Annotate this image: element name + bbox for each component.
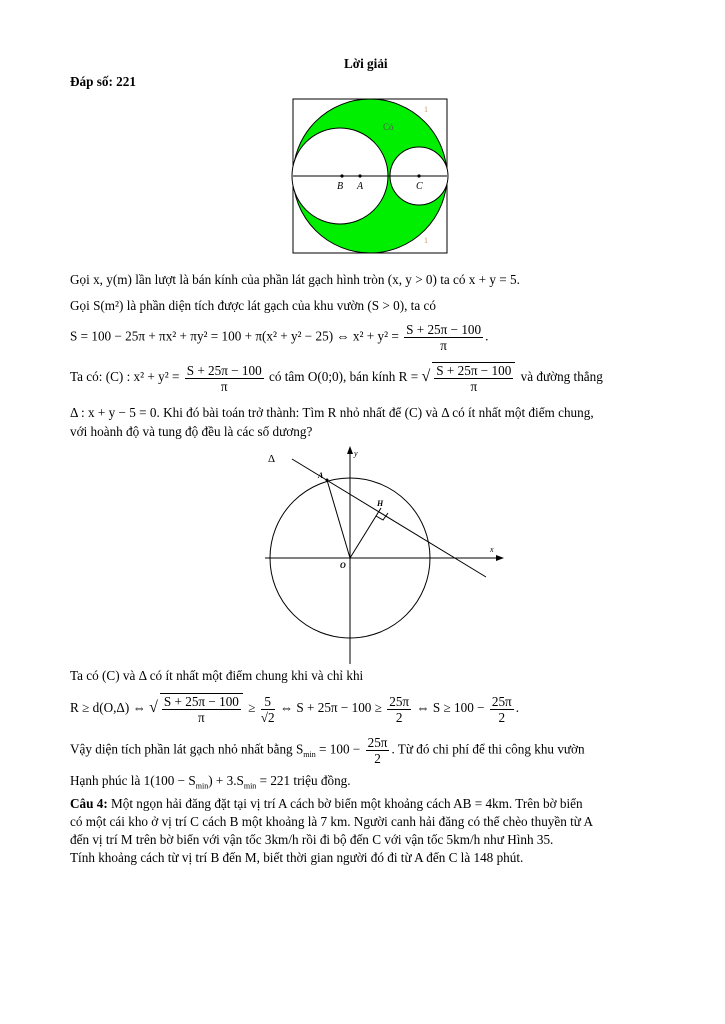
corner-label-bottom: 1 (424, 236, 428, 245)
paragraph-5: với hoành độ và tung độ đều là các số dương? (70, 424, 313, 439)
question-4-line-3: đến vị trí M trên bờ biển với vận tốc 3km/h rồi đi bộ đến C với vận tốc 5km/h như Hình 35. (70, 832, 554, 847)
label-c: C (416, 181, 423, 192)
paragraph-6: Ta có (C) và Δ có ít nhất một điểm chung khi và chỉ khi (70, 668, 364, 683)
label-y: y (354, 449, 358, 458)
point-a (358, 174, 361, 177)
equation-1: S = 100 − 25π + πx² + πy² = 100 + π(x² + y² − 25) ⇔ x² + y² = $\frac{S + 25\pi - 100}{\pi}$ . (70, 322, 489, 353)
label-o: O (340, 561, 346, 570)
point-b (340, 174, 343, 177)
paragraph-4: Δ : x + y − 5 = 0. Khi đó bài toán trở thành: Tìm R nhỏ nhất để (C) và Δ có ít nhất một điểm chung, (70, 405, 594, 420)
question-4-line-4: Tính khoảng cách từ vị trí B đến M, biết thời gian người đó đi từ A đến C là 148 phút. (70, 850, 524, 865)
point-c (417, 174, 420, 177)
paragraph-7: Vậy diện tích phần lát gạch nhỏ nhất bằng $S_{min} = 100$ − $\frac{25\pi}{2}$ . Từ đó chi phí để thi công khu vườn (70, 735, 585, 766)
corner-label-top: 1 (424, 105, 428, 114)
question-4-line-1: Câu 4: Một ngọn hải đăng đặt tại vị trí A cách bờ biển một khoảng cách AB = 4km. Trên bờ biển (70, 796, 583, 811)
equation-2: R ≥ d(O,Δ) ⇔ √ $\frac{S + 25\pi - 100}{\pi}$ ≥ $\frac{5}{√2}$ ⇔ S + 25π − 100 ≥ $\frac{25\pi}{2}$ ⇔ S ≥ 100 − $\frac{25\pi}{2}$ . (70, 693, 520, 725)
question-4-label: Câu 4: (70, 796, 108, 811)
grass-label: Cỏ (383, 122, 394, 132)
label-x: x (490, 545, 494, 554)
segment-oh (350, 508, 381, 558)
equation-1-left: S = 100 − 25π + πx² + πy² = 100 + π(x² + y² − 25) ⇔ x² + y² = (70, 328, 399, 344)
paragraph-2: Gọi S(m²) là phần diện tích được lát gạch của khu vườn (S > 0), ta có (70, 298, 436, 313)
paragraph-1: Gọi x, y(m) lần lượt là bán kính của phần lát gạch hình tròn (x, y > 0) ta có x + y = 5. (70, 272, 520, 287)
x-axis-arrow (496, 555, 504, 561)
equation-1-fraction: $\frac{S + 25\pi - 100}{\pi}$ (406, 322, 482, 353)
paragraph-3: Ta có: (C) : x² + y² = $\frac{S + 25\pi - 100}{\pi}$ có tâm O(0;0), bán kính R = √ $\frac{S + 25\pi - 100}{\pi}$ và đường thẳng (70, 362, 603, 394)
label-b: B (337, 181, 344, 192)
garden-figure (290, 97, 450, 257)
circle-line-figure (260, 442, 510, 667)
paragraph-8: Hạnh phúc là $1(100 - S_{min}) + 3.S_{min} = 221$ triệu đồng. (70, 773, 351, 791)
label-delta: Δ (268, 453, 276, 465)
label-a2: A (318, 471, 324, 480)
point-a2 (326, 479, 329, 482)
question-4-line-2: có một cái kho ở vị trí C cách B một khoảng là 7 km. Người canh hải đăng có thể chèo thuyền từ A (70, 814, 594, 829)
answer-line: Đáp số: 221 (70, 74, 136, 89)
label-h: H (377, 499, 384, 508)
y-axis-arrow (347, 446, 353, 454)
label-a: A (357, 181, 364, 192)
solution-heading: Lời giải (344, 56, 388, 71)
